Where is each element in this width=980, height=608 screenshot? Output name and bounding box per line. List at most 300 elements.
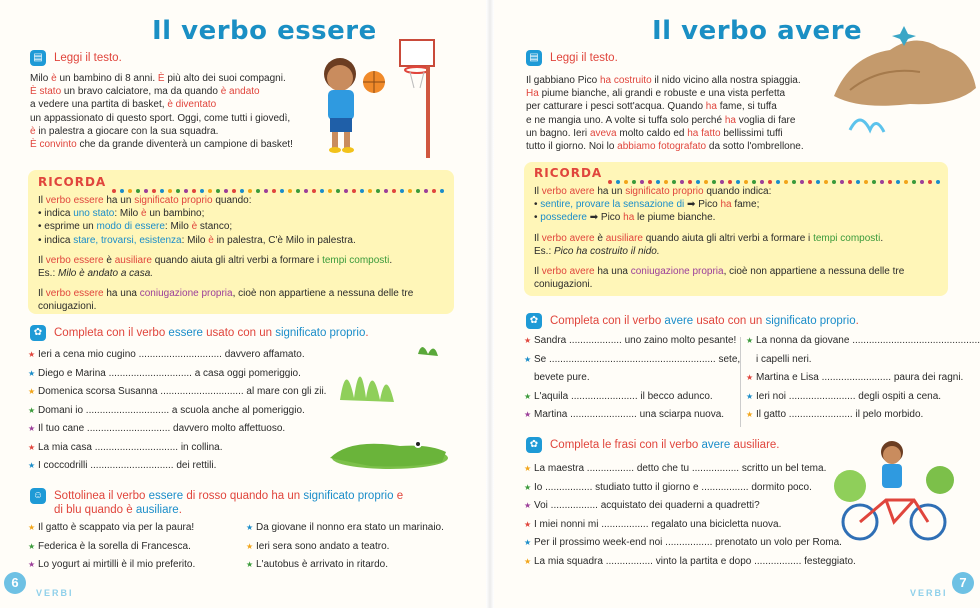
text-run: a vedere una partita di basket, [30,99,168,111]
text-line [534,225,944,232]
text-run: coniugazioni. [38,301,97,313]
text-run: ha un [103,195,135,206]
text-run: Il [38,288,46,300]
text-run: le piume bianche. [634,212,716,224]
divider-dot [872,180,876,184]
text-line [526,100,826,113]
divider-dot [424,189,428,193]
exercise-item[interactable] [524,537,844,556]
right-exercise2-heading [550,439,779,451]
right-exercise2-list [524,463,856,574]
rock-illustration [830,26,980,156]
text-run: Milo [30,73,52,84]
divider-dot [656,180,660,184]
text-run: ➡ Pico [586,212,624,224]
star-bullet-icon: ★ [746,336,754,345]
star-bullet-icon: ★ [524,556,532,566]
text-run: È convinto [30,139,77,151]
divider-dot [368,189,372,193]
divider-dot [384,189,388,193]
divider-dot [728,180,732,184]
heading-run: . [365,327,369,339]
exercise-item[interactable] [28,423,328,442]
divider-dot [624,180,628,184]
left-ricorda-title: RICORDA [38,175,107,189]
exercise-item[interactable] [28,541,238,560]
star-bullet-icon: ★ [746,410,754,419]
text-run: tempi composti [813,232,881,244]
divider-dot [824,180,828,184]
heading-run: . [855,315,859,327]
dotted-divider [608,171,944,175]
text-run: tutto il giorno. Noi lo [526,141,618,153]
divider-dot [176,189,180,193]
divider-dot [736,180,740,184]
text-line [30,98,300,111]
text-run: ha [724,114,736,126]
text-run: ha [720,199,732,211]
divider-dot [232,189,236,193]
divider-dot [432,189,436,193]
exercise-item[interactable] [746,391,980,410]
text-run: ➡ Pico [684,199,721,211]
exercise-text: Se ............................................................ sete, [534,353,741,365]
text-run: è [191,221,198,233]
text-run: è [208,234,214,246]
right-ricorda-text [534,185,944,291]
text-run: un bravo calciatore, ma da quando [61,86,221,98]
divider-dot [248,189,252,193]
text-run: è [103,254,115,266]
text-run: Pico ha costruito il nido. [554,245,660,257]
text-run: è andato [220,86,260,98]
text-run: è diventato [167,99,217,111]
right-exercise1-col1 [524,335,740,428]
left-exercise1-list [28,349,328,479]
left-exercise2-col1 [28,522,238,578]
text-run: aveva [589,127,617,139]
right-read-heading: Leggi il testo. [550,52,618,64]
exercise-text: La mia casa .............................. in collina. [38,441,223,453]
heading-run: e [393,490,404,502]
heading-run: usato con un [202,327,276,339]
divider-dot [336,189,340,193]
left-page-number: 6 [4,572,26,594]
text-run: modo di essere [96,221,165,233]
star-bullet-icon: ★ [28,368,36,378]
left-ricorda-text [38,194,448,314]
exercise-item[interactable] [28,386,328,405]
text-run: verbo essere [45,288,104,300]
text-run: • [534,199,541,211]
star-bullet-icon: ★ [524,519,532,529]
text-run: Es.: [534,245,555,257]
divider-dot [712,180,716,184]
text-run: quando indica: [703,186,772,197]
exercise-text: Per il prossimo week-end noi ................. prenotato un volo per Roma. [534,537,842,548]
text-run: Es.: [38,268,59,280]
text-line [38,207,448,220]
exercise-item[interactable] [524,519,844,538]
text-run: quando aiuta gli altri verbi a formare i [642,232,814,244]
flower-icon: ✿ [30,325,46,341]
star-bullet-icon: ★ [524,501,532,510]
divider-dot [216,189,220,193]
exercise-text: La nonna da giovane .............................................. [756,335,980,346]
text-run: Il [38,195,46,206]
divider-dot [312,189,316,193]
text-run: : Milo [114,208,142,220]
heading-run: ausiliare. [730,439,780,451]
text-run: È stato [30,86,62,98]
star-bullet-icon: ★ [28,424,36,433]
divider-dot [144,189,148,193]
text-line [526,74,826,87]
heading-run: di rosso quando ha un [183,490,304,502]
divider-dot [128,189,132,193]
book-icon: ▤ [526,50,542,66]
exercise-item[interactable] [524,372,740,391]
text-run: , cioè non appartiene a nessuna delle tre [723,266,905,278]
flower-icon: ✿ [526,313,542,329]
text-line [38,287,448,300]
text-run: coniugazioni. [534,279,593,291]
text-line [38,247,448,254]
text-run: quando: [212,195,252,206]
exercise-item[interactable] [28,460,328,479]
text-line [30,125,300,138]
star-bullet-icon: ★ [524,538,532,547]
exercise-text: Sandra ................... uno zaino molto pesante! [534,335,737,346]
text-run: stare, trovarsi, esistenza [73,234,182,246]
divider-dot [392,189,396,193]
divider-dot [848,180,852,184]
exercise-item[interactable] [524,463,844,482]
text-run: il nido vicino alla nostra spiaggia. [651,75,801,86]
right-page-number: 7 [952,572,974,594]
left-reading-text [30,72,300,151]
left-exercise2-heading [54,490,403,502]
text-run: quando aiuta gli altri verbi a formare i [151,254,323,266]
exercise-item[interactable] [524,335,740,354]
divider-dot [288,189,292,193]
star-bullet-icon: ★ [28,541,36,551]
exercise-item[interactable] [28,522,238,541]
text-line [534,278,944,291]
text-run: un appassionato di questo sport. Oggi, come tutti i giovedì, [30,112,291,124]
text-run: tempi composti [322,254,390,266]
text-run: ha una [594,266,631,278]
text-run: è [51,73,57,84]
exercise-item[interactable] [746,335,980,354]
heading-run: ausiliare [135,504,179,516]
text-line [38,280,448,287]
left-footer-label: VERBI [36,588,74,598]
divider-dot [680,180,684,184]
text-run: . [389,254,393,266]
text-run: è [594,232,606,244]
divider-dot [720,180,724,184]
left-ricorda-box [28,170,454,314]
exercise-text: Lo yogurt ai mirtilli è il mio preferito. [38,559,196,570]
text-run: per catturare i pesci sott'acqua. Quando [526,101,706,113]
text-run: molto caldo ed [616,127,688,139]
text-run: ausiliare [605,232,643,244]
exercise-item[interactable] [746,409,980,428]
text-run: ha una [103,288,140,300]
divider-dot [136,189,140,193]
right-page-title: Il verbo avere [652,16,863,46]
divider-dot [440,189,444,193]
text-run: ha un [594,186,626,197]
exercise-text: Diego e Marina .............................. a casa oggi pomeriggio. [38,367,301,379]
text-line [526,140,826,153]
divider-dot [256,189,260,193]
star-bullet-icon: ★ [246,560,254,569]
right-ricorda-box [524,162,948,296]
right-footer-label: VERBI [910,588,948,598]
exercise-item[interactable] [28,405,328,424]
text-run: ha [705,101,717,113]
left-exercise1-heading [54,327,369,339]
text-line [38,300,448,313]
text-run: Ha [526,88,539,100]
flower-icon: ✿ [526,437,542,453]
text-run: significato proprio [134,195,213,206]
text-run: ha costruito [599,75,652,86]
text-run: : Milo [164,221,192,233]
text-line [534,211,944,224]
divider-dot [120,189,124,193]
smile-icon: ☺ [30,488,46,504]
divider-dot [152,189,156,193]
book-icon: ▤ [30,50,46,66]
text-line [38,267,448,280]
heading-run: essere [168,327,203,339]
column-separator [740,337,741,427]
text-run: • esprime un [38,221,97,233]
divider-dot [752,180,756,184]
text-run: • indica [38,234,74,246]
text-run: Il [38,254,46,266]
divider-dot [160,189,164,193]
exercise-text: Federica è la sorella di Francesca. [38,540,191,552]
text-line [30,112,300,125]
divider-dot [832,180,836,184]
text-line [534,232,944,245]
divider-dot [920,180,924,184]
star-bullet-icon: ★ [524,336,532,345]
heading-run: Sottolinea il verbo [54,490,149,502]
text-line [534,198,944,211]
divider-dot [816,180,820,184]
text-line [534,258,944,265]
star-bullet-icon: ★ [524,482,532,492]
heading-run: di blu quando è [54,504,136,516]
exercise-text: Martina e Lisa ......................... paura dei ragni. [756,372,964,383]
exercise-item[interactable] [524,555,856,575]
text-line [526,114,826,127]
right-exercise1-heading [550,315,859,327]
text-run: voglia di fare [735,114,796,126]
text-run: è [141,208,147,220]
exercise-item[interactable] [746,354,980,373]
exercise-text: Il gatto ....................... il pelo morbido. [756,409,924,420]
divider-dot [408,189,412,193]
exercise-item[interactable] [746,372,980,391]
divider-dot [616,180,620,184]
divider-dot [224,189,228,193]
text-run: Il gabbiano Pico [526,75,600,86]
text-line [38,220,448,233]
text-run: possedere [540,212,587,224]
text-run: , cioè non appartiene a nessuna delle tre [232,288,414,300]
text-run: e ne mangia uno. A volte si tuffa solo perché [526,114,725,126]
divider-dot [696,180,700,184]
left-exercise2-heading-line2 [54,504,182,516]
exercise-item[interactable] [28,559,238,578]
divider-dot [240,189,244,193]
heading-run: significato proprio [275,327,366,339]
divider-dot [856,180,860,184]
exercise-item[interactable] [524,354,740,373]
text-run: ha fatto [687,127,721,139]
divider-dot [192,189,196,193]
exercise-item[interactable] [246,559,466,578]
divider-dot [200,189,204,193]
left-exercise2-col2 [246,522,466,578]
exercise-text: Il tuo cane .............................. davvero molto affettuoso. [38,423,286,434]
star-bullet-icon: ★ [246,523,254,532]
star-bullet-icon: ★ [28,387,36,396]
crocodile-illustration [310,340,460,480]
exercise-text: I miei nonni mi ................. regalato una bicicletta nuova. [534,518,782,530]
divider-dot [304,189,308,193]
text-run: bellissimi tuffi [720,127,783,139]
text-run: : Milo [181,234,209,246]
exercise-item[interactable] [28,349,328,368]
divider-dot [688,180,692,184]
basketball-boy-illustration [300,30,450,160]
exercise-text: Ieri sera sono andato a teatro. [256,540,390,552]
divider-dot [360,189,364,193]
star-bullet-icon: ★ [28,523,36,532]
divider-dot [768,180,772,184]
exercise-item[interactable] [28,442,328,461]
heading-run: essere [148,490,184,502]
heading-run: usato con un [693,315,766,327]
text-run: ha [623,212,635,224]
text-run: È [157,73,165,84]
text-run: verbo avere [541,232,595,244]
exercise-item[interactable] [524,500,844,519]
exercise-text: I coccodrilli .............................. dei rettili. [38,460,217,471]
divider-dot [672,180,676,184]
exercise-text: i capelli neri. [756,353,812,365]
text-line [30,85,300,98]
text-run: fame, si tuffa [716,101,777,113]
divider-dot [208,189,212,193]
divider-dot [704,180,708,184]
exercise-text: Ieri a cena mio cugino .............................. davvero affamato. [38,349,305,360]
divider-dot [168,189,172,193]
left-page-title: Il verbo essere [152,16,377,46]
star-bullet-icon: ★ [524,354,532,364]
divider-dot [928,180,932,184]
text-run: significato proprio [625,186,704,197]
divider-dot [880,180,884,184]
exercise-text: Domani io .............................. a scuola anche al pomeriggio. [38,404,305,416]
star-bullet-icon: ★ [28,442,36,452]
text-run: un bagno. Ieri [526,127,590,139]
exercise-item[interactable] [28,368,328,387]
right-reading-text [526,74,826,153]
heading-run: . [178,504,182,516]
text-run: Milo è andato a casa. [58,268,154,280]
text-run: che da grande diventerà un campione di basket! [76,139,293,151]
star-bullet-icon: ★ [746,373,754,382]
exercise-item[interactable] [524,482,844,501]
exercise-item[interactable] [246,541,466,560]
star-bullet-icon: ★ [246,541,254,551]
dotted-divider [112,180,448,184]
text-line [526,87,826,100]
exercise-text: Domenica scorsa Susanna .............................. al mare con gli zii. [38,386,327,397]
heading-run: significato proprio [765,315,856,327]
divider-dot [264,189,268,193]
text-run: . [880,232,884,244]
text-line [38,194,448,207]
divider-dot [784,180,788,184]
text-run: Il [534,232,542,244]
heading-run: avere [701,439,731,451]
text-run: ausiliare [114,254,152,266]
divider-dot [840,180,844,184]
divider-dot [376,189,380,193]
exercise-text: L'autobus è arrivato in ritardo. [256,559,388,570]
text-run: più alto dei suoi compagni. [164,73,286,84]
exercise-item[interactable] [524,391,740,410]
heading-run: Completa con il verbo [54,327,169,339]
text-run: piume bianche, ali grandi e robuste e una vista perfetta [538,88,786,100]
heading-run: significato proprio [303,490,394,502]
exercise-text: La maestra ................. detto che tu ................. scritto un bel tema. [534,463,827,474]
text-line [30,72,300,85]
divider-dot [808,180,812,184]
star-bullet-icon: ★ [28,560,36,569]
exercise-text: La mia squadra ................. vinto la partita e dopo ................. festeggiato. [534,555,856,567]
star-bullet-icon: ★ [524,410,532,419]
divider-dot [632,180,636,184]
divider-dot [416,189,420,193]
text-run: verbo essere [45,195,104,206]
divider-dot [328,189,332,193]
divider-dot [320,189,324,193]
text-run: Il [534,266,542,278]
exercise-item[interactable] [246,522,466,541]
text-run: coniugazione propria [630,266,724,278]
text-run: coniugazione propria [139,288,233,300]
divider-dot [640,180,644,184]
divider-dot [936,180,940,184]
divider-dot [664,180,668,184]
divider-dot [400,189,404,193]
text-run: un bambino; [146,208,205,220]
exercise-item[interactable] [524,409,740,428]
text-line [526,127,826,140]
text-line [534,185,944,198]
text-line [30,138,300,151]
